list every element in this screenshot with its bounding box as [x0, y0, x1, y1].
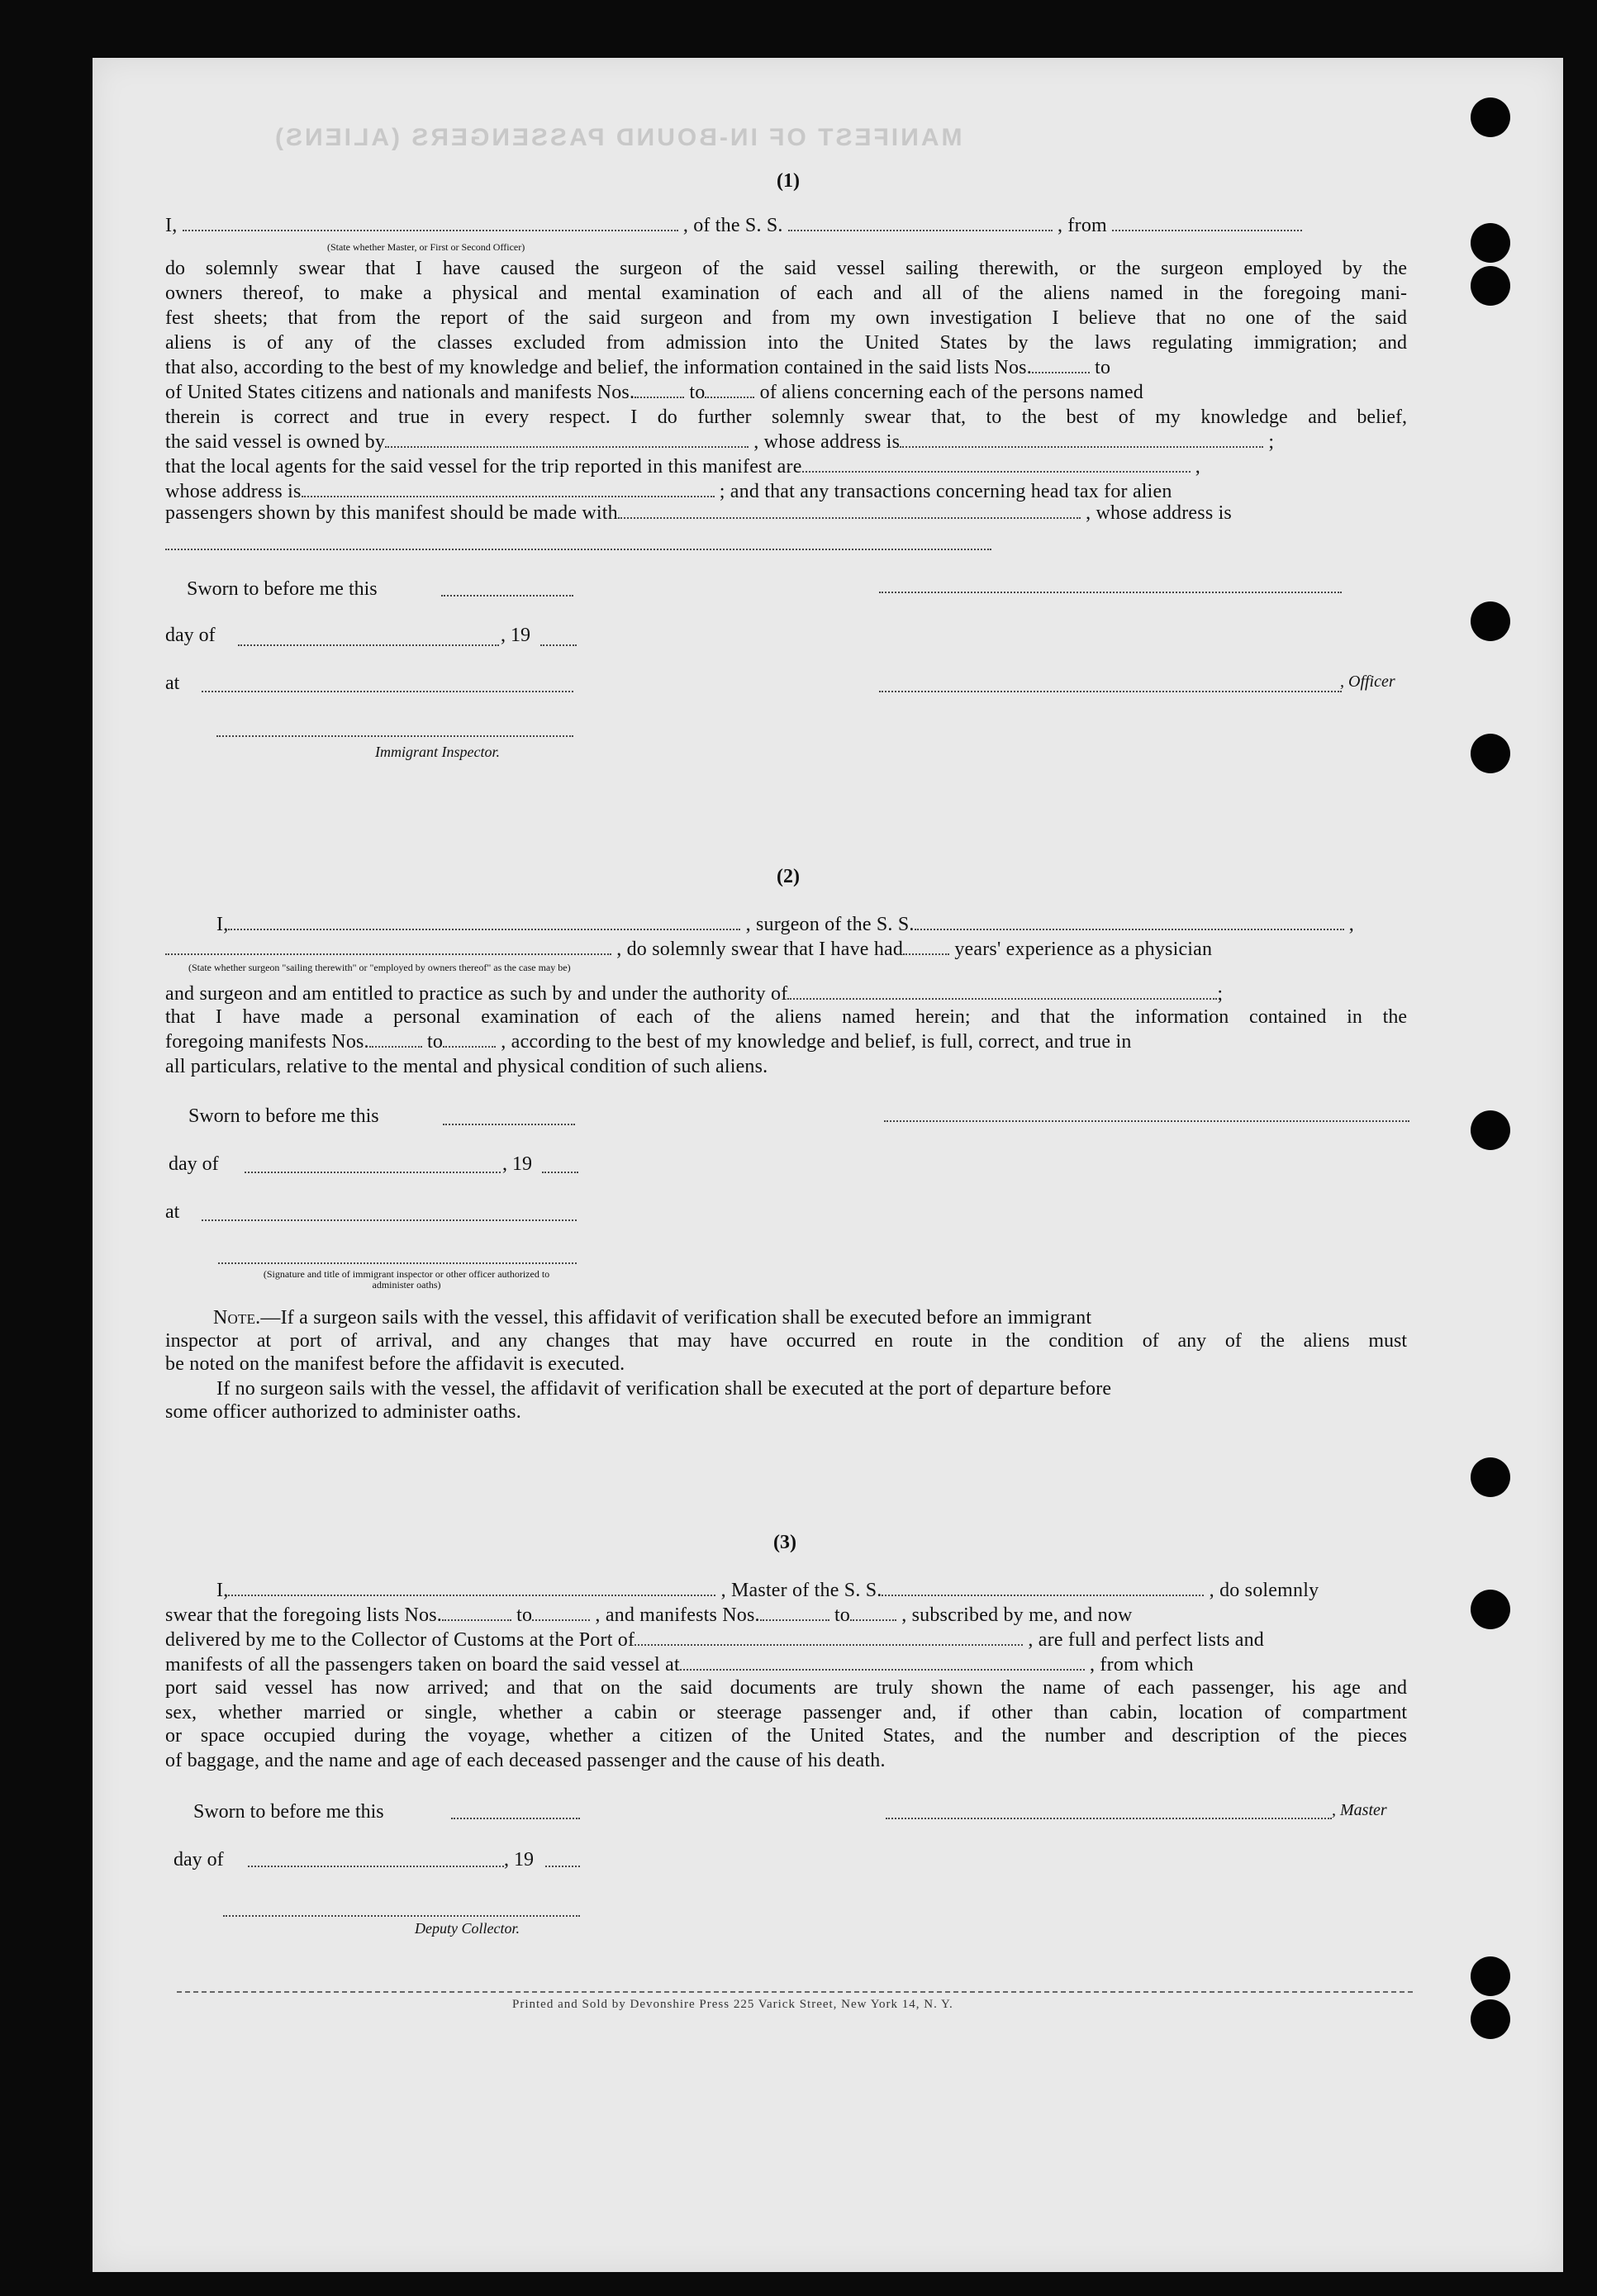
- sworn-label: Sworn to before me this: [188, 1105, 379, 1127]
- note-line: Note.—If a surgeon sails with the vessel, this affidavit of verification shall be executed before an immigrant: [213, 1307, 1092, 1329]
- section-1-body-line: fest sheets; that from the report of the said surgeon and from my own investigation I believe that no one of the said: [165, 307, 1407, 329]
- inspector-label: Immigrant Inspector.: [375, 744, 500, 760]
- sworn-label: Sworn to before me this: [187, 578, 378, 600]
- punch-hole: [1471, 734, 1510, 773]
- section-2-number: (2): [777, 866, 800, 887]
- section-3-body-line: port said vessel has now arrived; and that on the said documents are truly shown the name of each passenger, his age and: [165, 1677, 1407, 1699]
- section-1-body-line: owners thereof, to make a physical and mental examination of each and all of the aliens named in the foregoing mani-: [165, 283, 1407, 304]
- section-1-body-line: therein is correct and true in every respect. I do further solemnly swear that, to the best of my knowledge and belief,: [165, 406, 1407, 428]
- section-3-number: (3): [773, 1532, 796, 1553]
- officer-label: , Officer: [1340, 673, 1395, 691]
- printer-footer: Printed and Sold by Devonshire Press 225 Varick Street, New York 14, N. Y.: [512, 1998, 953, 2011]
- punch-hole: [1471, 97, 1510, 137]
- section-2-body-line: foregoing manifests Nos. to , according to the best of my knowledge and belief, is full, correct, and true in: [165, 1031, 1132, 1053]
- section-2-first-line: I, , surgeon of the S. S. ,: [216, 914, 1354, 935]
- section-3-body-line: swear that the foregoing lists Nos. to , and manifests Nos. to , subscribed by me, and now: [165, 1604, 1133, 1626]
- address-line: [165, 549, 991, 550]
- section-1-body-line: that the local agents for the said vessel for the trip reported in this manifest are ,: [165, 456, 1200, 478]
- sworn-label: Sworn to before me this: [193, 1801, 384, 1823]
- label-of-ss: , of the S. S.: [682, 215, 783, 236]
- section-2-body-line: all particulars, relative to the mental and physical condition of such aliens.: [165, 1056, 768, 1077]
- section-2-body-line: that I have made a personal examination of each of the aliens named herein; and that the information contained in the: [165, 1006, 1407, 1028]
- punch-hole: [1471, 1110, 1510, 1150]
- note-line: inspector at port of arrival, and any changes that may have occurred en route in the condition of any of the aliens must: [165, 1330, 1407, 1352]
- signature-line: [879, 592, 1342, 593]
- section-2-second-line: , do solemnly swear that I have had years' experience as a physician: [165, 939, 1448, 961]
- section-3-first-line: I, , Master of the S. S. , do solemnly: [216, 1580, 1319, 1601]
- punch-hole: [1471, 223, 1510, 263]
- at-label: at: [165, 1201, 180, 1223]
- bleed-through-header: MANIFEST OF IN-BOUND PASSENGERS (ALIENS): [273, 124, 962, 151]
- punch-hole: [1471, 601, 1510, 641]
- section-3-body-line: of baggage, and the name and age of each deceased passenger and the cause of his death.: [165, 1750, 886, 1771]
- day-of-label: day of: [169, 1153, 219, 1175]
- label-i: I,: [165, 215, 178, 236]
- day-of-label: day of: [165, 625, 216, 646]
- punch-hole: [1471, 1590, 1510, 1629]
- punch-hole: [1471, 1999, 1510, 2039]
- signature-line: [884, 1120, 1409, 1122]
- section-1-body-line: aliens is of any of the classes excluded from admission into the United States by the laws regulating immigration; and: [165, 332, 1407, 354]
- punch-hole: [1471, 1457, 1510, 1497]
- day-of-label: day of: [173, 1849, 224, 1871]
- section-1-body-line: that also, according to the best of my knowledge and belief, the information contained in the said lists Nos. to: [165, 357, 1111, 378]
- section-1-first-line: [165, 215, 1448, 237]
- section-1-number: (1): [777, 170, 800, 192]
- deputy-collector-label: Deputy Collector.: [415, 1920, 520, 1937]
- punch-hole: [1471, 1956, 1510, 1996]
- no-surgeon-line: If no surgeon sails with the vessel, the affidavit of verification shall be executed at the port of departure before: [216, 1378, 1112, 1400]
- note-line: be noted on the manifest before the affidavit is executed.: [165, 1353, 625, 1375]
- section-1-body-line: passengers shown by this manifest should be made with , whose address is: [165, 502, 1232, 524]
- section-2-body-line: and surgeon and am entitled to practice as such by and under the authority of ;: [165, 983, 1224, 1005]
- master-signature-line: [886, 1818, 1332, 1819]
- section-1-body-line: of United States citizens and nationals and manifests Nos. to of aliens concerning each of the persons named: [165, 382, 1143, 403]
- at-label: at: [165, 673, 180, 694]
- section-1-body-line: whose address is ; and that any transactions concerning head tax for alien: [165, 481, 1172, 502]
- section-3-body-line: or space occupied during the voyage, whether a citizen of the United States, and the number and description of the pieces: [165, 1725, 1407, 1747]
- no-surgeon-line: some officer authorized to administer oaths.: [165, 1401, 521, 1423]
- signature-note: (Signature and title of immigrant inspector or other officer authorized to administer oaths): [263, 1268, 550, 1291]
- punch-hole: [1471, 266, 1510, 306]
- section-3-body-line: manifests of all the passengers taken on board the said vessel at , from which: [165, 1654, 1194, 1676]
- section-1-body-line: do solemnly swear that I have caused the surgeon of the said vessel sailing therewith, or the surgeon employed by the: [165, 258, 1407, 279]
- master-label: , Master: [1332, 1801, 1387, 1819]
- master-note: (State whether Master, or First or Second Officer): [327, 241, 525, 253]
- section-1-body-line: the said vessel is owned by , whose address is ;: [165, 431, 1275, 453]
- surgeon-note: (State whether surgeon "sailing therewith" or "employed by owners thereof" as the case may be): [188, 962, 571, 973]
- section-3-body-line: delivered by me to the Collector of Customs at the Port of , are full and perfect lists and: [165, 1629, 1264, 1651]
- label-from: , from: [1058, 215, 1107, 236]
- section-3-body-line: sex, whether married or single, whether a cabin or steerage passenger and, if other than cabin, location of compartment: [165, 1702, 1407, 1723]
